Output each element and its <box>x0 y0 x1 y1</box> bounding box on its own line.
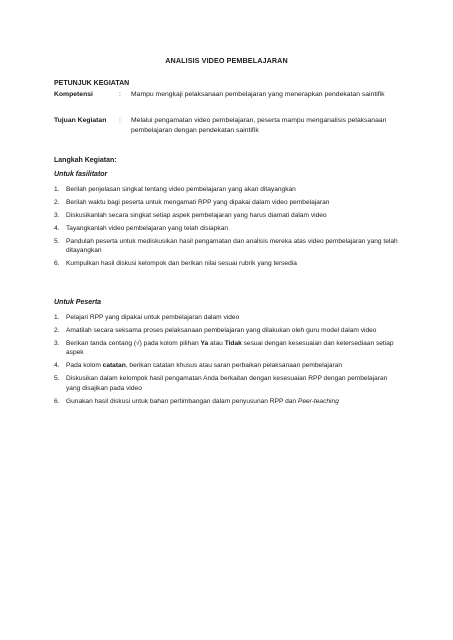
list-item: 3. Diskusikanlah secara singkat setiap aspek pembelajaran yang harus diamati dalam video <box>54 212 327 219</box>
document-title: ANALISIS VIDEO PEMBELAJARAN <box>165 56 288 65</box>
tujuan-value: Melalui pengamatan video pembelajaran, peserta mampu menganalisis pelaksanaan pembelajaran dengan pendekatan saintifik <box>131 117 387 134</box>
langkah-heading: Langkah Kegiatan: <box>54 157 117 164</box>
fasilitator-list <box>54 185 399 272</box>
fasilitator-heading: Untuk fasilitator <box>54 171 108 178</box>
tujuan-colon: : <box>119 117 121 124</box>
peserta-heading: Untuk Peserta <box>54 299 102 306</box>
peserta-list <box>54 313 399 410</box>
list-item: 5. Pandulah peserta untuk mediskusikan hasil pengamatan dan analisis mereka atas video pembelajaran yang telah ditayangkan <box>54 238 398 255</box>
list-item: 4. Pada kolom catatan, berikan catatan khusus atau saran perbaikan pelaksanaan pembelajaran <box>54 362 343 370</box>
kompetensi-label: Kompetensi <box>54 91 93 98</box>
list-item: 6. Kumpulkan hasil diskusi kelompok dan berikan nilai sesuai rubrik yang tersedia <box>54 260 297 268</box>
petunjuk-heading: PETUNJUK KEGIATAN <box>54 80 130 87</box>
list-item: 6. Gunakan hasil diskusi untuk bahan pertimbangan dalam penyusunan RPP dan Peer-teaching <box>54 397 339 405</box>
kompetensi-colon: : <box>119 91 121 98</box>
list-item: 1. Berilah penjelasan singkat tentang video pembelajaran yang akan ditayangkan <box>54 186 296 193</box>
tujuan-label: Tujuan Kegiatan <box>54 117 107 124</box>
kompetensi-value: Mampu mengkaji pelaksanaan pembelajaran yang menerapkan pendekatan saintifik <box>131 91 385 98</box>
list-item: 4. Tayangkanlah video pembelajaran yang telah disiapkan <box>54 225 229 232</box>
list-item: 3. Berikan tanda centang (√) pada kolom pilihan Ya atau Tidak sesuai dengan kesesuaian dan ketersediaan setiap aspek <box>54 340 394 357</box>
kompetensi-row <box>54 90 399 100</box>
list-item: 1. Pelajari RPP yang dipakai untuk pembelajaran dalam video <box>54 314 240 321</box>
list-item: 2. Berilah waktu bagi peserta untuk mengamati RPP yang dipakai dalam video pembelajaran <box>54 199 330 206</box>
list-item: 2. Amatilah secara seksama proses pelaksanaan pembelajaran yang dilakukan oleh guru model dalam video <box>54 327 377 334</box>
list-item: 5. Diskusikan dalam kelompok hasil pengamatan Anda berkaitan dengan kesesuaian RPP dengan pembelajaran yang disajikan pada video <box>54 375 388 392</box>
tujuan-row <box>54 116 399 135</box>
